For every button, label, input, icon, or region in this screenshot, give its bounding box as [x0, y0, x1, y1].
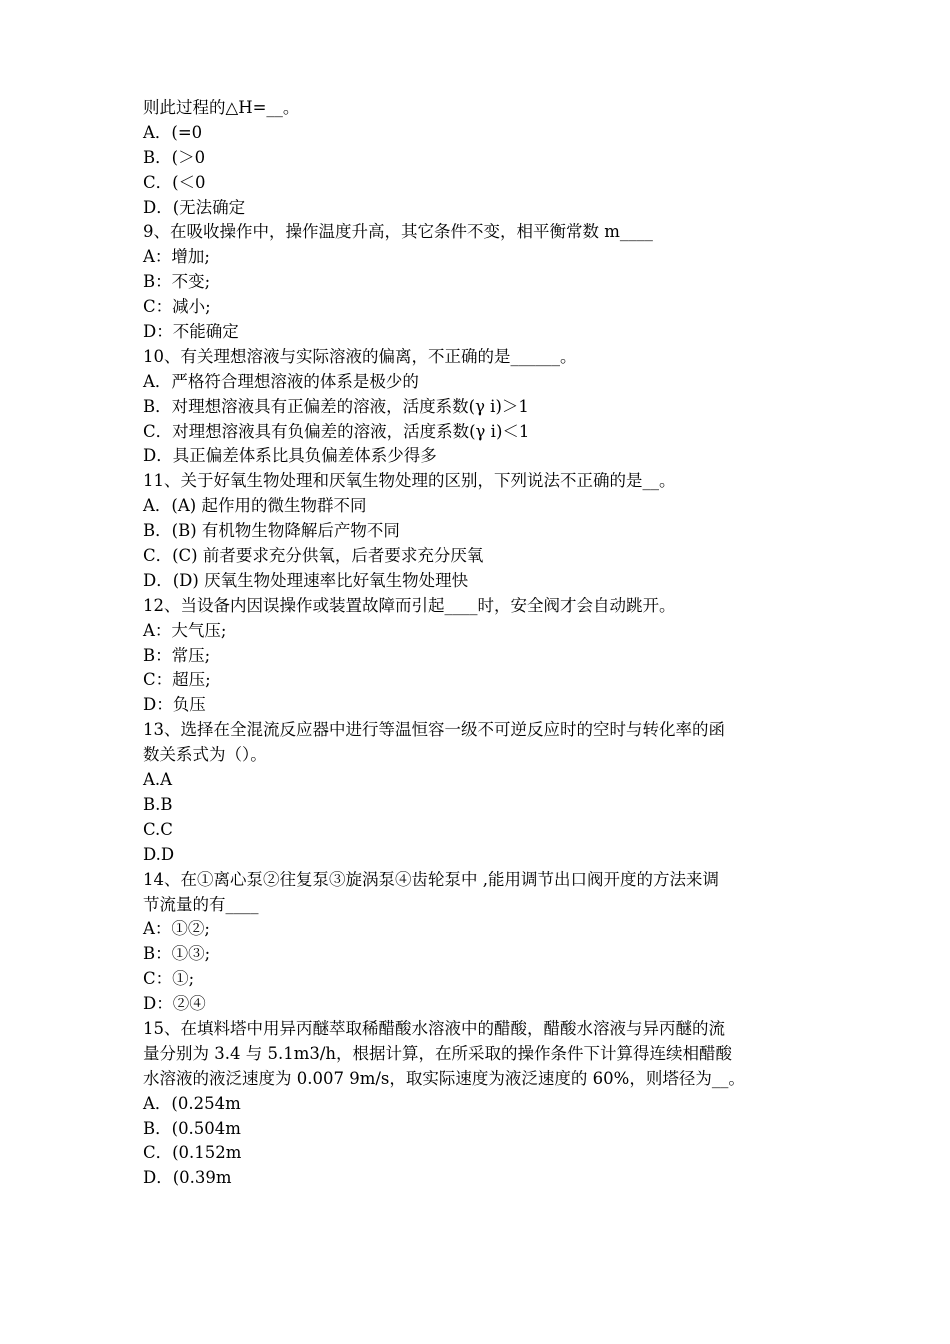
- question-stem-line: 15、在填料塔中用异丙醚萃取稀醋酸水溶液中的醋酸，醋酸水溶液与异丙醚的流: [143, 1018, 725, 1038]
- answer-option: D.D: [143, 844, 175, 864]
- question-block: [143, 345, 811, 469]
- answer-option: A：大气压;: [143, 620, 227, 640]
- question-stem-line: 水溶液的液泛速度为 0.007 9m/s，取实际速度为液泛速度的 60%，则塔径为__。: [143, 1068, 745, 1088]
- answer-option: A．(=0: [143, 122, 203, 142]
- question-stem-line: 13、选择在全混流反应器中进行等温恒容一级不可逆反应时的空时与转化率的函: [143, 720, 725, 740]
- answer-option: D：不能确定: [143, 322, 239, 342]
- answer-option: A．严格符合理想溶液的体系是极少的: [143, 371, 419, 391]
- answer-option: A．(0.254m: [143, 1093, 241, 1113]
- question-stem-line: 14、在①离心泵②往复泵③旋涡泵④齿轮泵中 ,能用调节出口阀开度的方法来调: [143, 869, 719, 889]
- question-stem-line: 12、当设备内因误操作或装置故障而引起____时，安全阀才会自动跳开。: [143, 595, 676, 615]
- answer-option: D．具正偏差体系比具负偏差体系少得多: [143, 446, 437, 466]
- answer-option: C．(0.152m: [143, 1143, 242, 1163]
- answer-option: D．(D) 厌氧生物处理速率比好氧生物处理快: [143, 570, 469, 590]
- answer-option: B．(0.504m: [143, 1118, 241, 1138]
- answer-option: B：①③;: [143, 944, 211, 964]
- answer-option: B：常压;: [143, 645, 211, 665]
- answer-option: C：减小;: [143, 297, 211, 317]
- question-stem-line: 数关系式为（）。: [143, 745, 267, 765]
- answer-option: A.A: [143, 770, 173, 790]
- question-block: [143, 594, 811, 718]
- answer-option: A：①②;: [143, 919, 210, 939]
- question-stem-line: 10、有关理想溶液与实际溶液的偏离，不正确的是______。: [143, 346, 577, 366]
- answer-option: B．(B) 有机物生物降解后产物不同: [143, 521, 400, 541]
- document-page: [143, 96, 811, 1191]
- answer-option: A．(A) 起作用的微生物群不同: [143, 496, 367, 516]
- question-block: [143, 718, 811, 867]
- question-stem-line: 9、在吸收操作中，操作温度升高，其它条件不变，相平衡常数 m____: [143, 222, 653, 242]
- answer-option: C．(C) 前者要求充分供氧，后者要求充分厌氧: [143, 546, 484, 566]
- answer-option: D．(0.39m: [143, 1168, 232, 1188]
- answer-option: A：增加;: [143, 247, 210, 267]
- question-block: [143, 96, 811, 220]
- answer-option: C．(＜0: [143, 172, 206, 192]
- question-stem-line: 量分别为 3.4 与 5.1m3/h，根据计算，在所采取的操作条件下计算得连续相醋酸: [143, 1043, 733, 1063]
- answer-option: D．(无法确定: [143, 197, 246, 217]
- question-stem-line: 11、关于好氧生物处理和厌氧生物处理的区别，下列说法不正确的是__。: [143, 471, 676, 491]
- answer-option: D：②④: [143, 994, 206, 1014]
- question-stem-line: 节流量的有____: [143, 894, 259, 914]
- question-stem-line: 则此过程的△H=__。: [143, 98, 300, 117]
- question-block: [143, 868, 811, 1017]
- answer-option: C.C: [143, 819, 173, 839]
- answer-option: B．对理想溶液具有正偏差的溶液，活度系数(γ i)＞1: [143, 396, 529, 416]
- answer-option: C．对理想溶液具有负偏差的溶液，活度系数(γ i)＜1: [143, 421, 530, 441]
- question-block: [143, 469, 811, 593]
- answer-option: C：超压;: [143, 670, 211, 690]
- answer-option: D：负压: [143, 695, 206, 715]
- answer-option: B.B: [143, 794, 173, 814]
- question-block: [143, 220, 811, 344]
- answer-option: B．(＞0: [143, 147, 206, 167]
- question-block: [143, 1017, 811, 1191]
- answer-option: B：不变;: [143, 272, 211, 292]
- answer-option: C：①;: [143, 969, 195, 989]
